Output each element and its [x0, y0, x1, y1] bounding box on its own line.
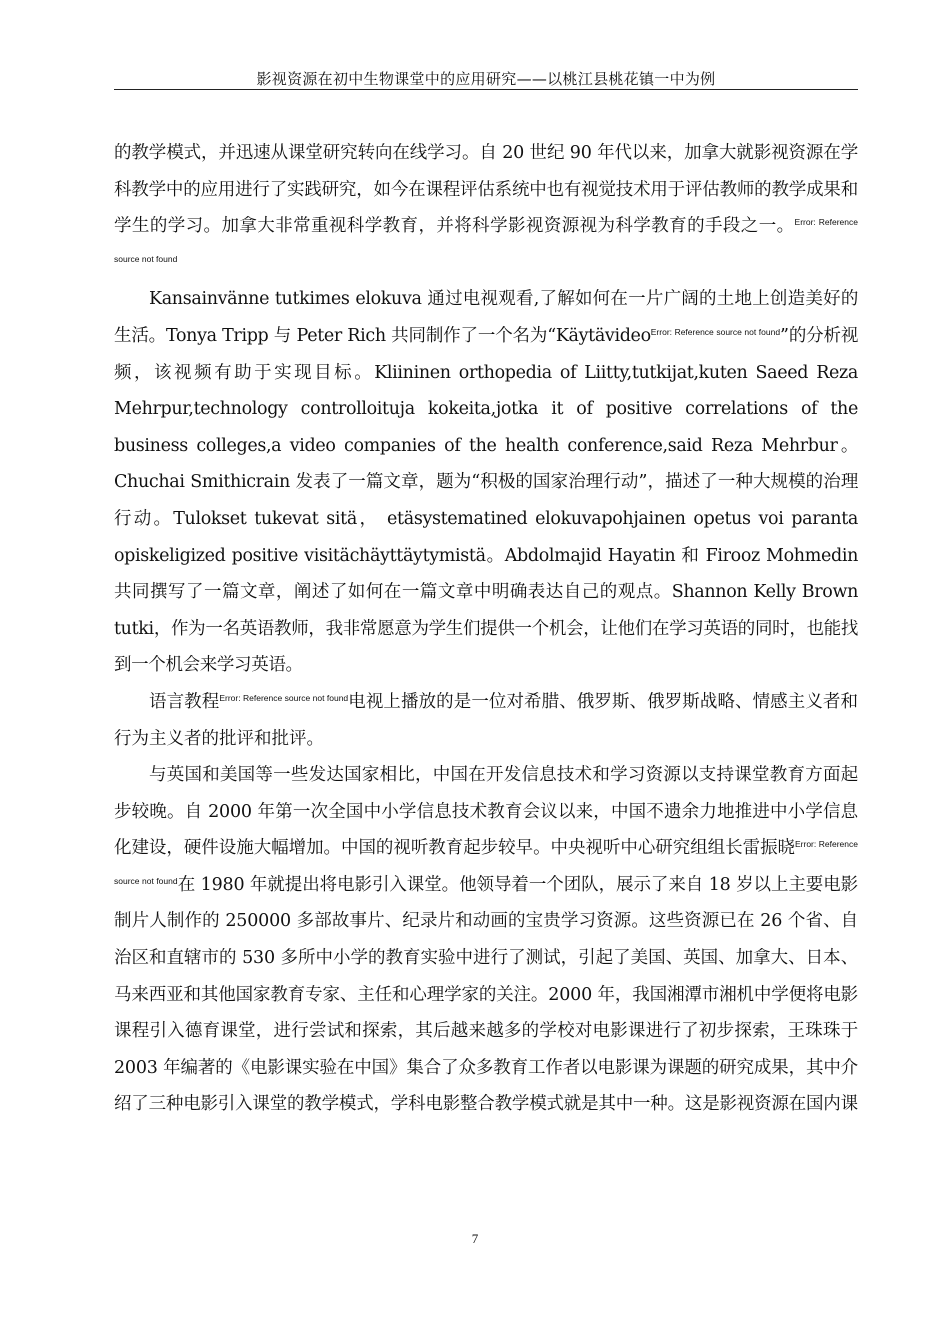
reference-error-2: Error: Reference source not found: [650, 326, 781, 337]
paragraph-3-text-a: 语言教程: [149, 691, 220, 712]
page-number: 7: [471, 1231, 479, 1246]
paragraph-4-text-a: 与英国和美国等一些发达国家相比，中国在开发信息技术和学习资源以支持课堂教育方面起步较晚。自 2000 年第一次全国中小学信息技术教育会议以来，中国不遗余力地推进中小学信息化建设，硬件设施大幅增加。中国的视听教育起步较早。中央视听中心研究组组长雷振晓: [114, 765, 858, 859]
paragraph-2-text-a: Kansainvänne tutkimes elokuva 通过电视观看,了解如何在一片广阔的土地上创造美好的生活。Tonya Tripp 与 Peter Rich 共同制作了一个名为“Käytävideo: [114, 289, 858, 346]
paragraph-1: [114, 135, 858, 281]
paragraph-3: [114, 684, 858, 757]
reference-error-4: Error: Reference source not found: [114, 839, 858, 886]
paragraph-4: [114, 757, 858, 1123]
document-body: [114, 135, 858, 1123]
running-header: 影视资源在初中生物课堂中的应用研究——以桃江县桃花镇一中为例: [256, 70, 716, 88]
reference-error-3: Error: Reference source not found: [219, 692, 349, 703]
paragraph-4-text-b: 在 1980 年就提出将电影引入课堂。他领导着一个团队，展示了来自 18 岁以上主要电影制片人制作的 250000 多部故事片、纪录片和动画的宝贵学习资源。这些资源已在 26 个省、自治区和直辖市的 530 多所中小学的教育实验中进行了测试，引起了美国、英国、加拿大、日本、马来西亚和其他国家教育专家、主任和心理学家的关注。2000 年，我国湘潭市湘机中学便将电影课程引入德育课堂，进行尝试和探索，其后越来越多的学校对电影课进行了初步探索，王珠珠于 2003 年编著的《电影课实验在中国》集合了众多教育工作者以电影课为课题的研究成果，其中介绍了三种电影引入课堂的教学模式，学科电影整合教学模式就是其中一种。这是影视资源在国内课: [114, 874, 858, 1115]
paragraph-2-text-b: ”的分析视频，该视频有助于实现目标。Kliininen orthopedia of Liitty,tutkijat,kuten Saeed Reza Mehrpur,technology controlloituja kokeita,jotka it of positive correlations of the business colleges,a video companies of the health conference,said Reza Mehrbur。Chuchai Smithicrain 发表了一篇文章，题为“积极的国家治理行动”，描述了一种大规模的治理行动。Tulokset tukevat sitä， etäsystematined elokuvapohjainen opetus voi paranta opiskeligized positive visitächäyttäytymistä。Abdolmajid Hayatin 和 Firooz Mohmedin 共同撰写了一篇文章，阐述了如何在一篇文章中明确表达自己的观点。Shannon Kelly Brown tutki，作为一名英语教师，我非常愿意为学生们提供一个机会，让他们在学习英语的同时，也能找到一个机会来学习英语。: [114, 325, 859, 676]
paragraph-2: [114, 281, 858, 684]
paragraph-3-text-b: 电视上播放的是一位对希腊、俄罗斯、俄罗斯战略、情感主义者和行为主义者的批评和批评。: [114, 691, 859, 749]
header-rule: [114, 89, 858, 90]
reference-error-1: Error: Reference source not found: [114, 217, 858, 264]
paragraph-1-text: 的教学模式，并迅速从课堂研究转向在线学习。自 20 世纪 90 年代以来，加拿大就影视资源在学科教学中的应用进行了实践研究，如今在课程评估系统中也有视觉技术用于评估教师的教学成果和学生的学习。加拿大非常重视科学教育，并将科学影视资源视为科学教育的手段之一。: [114, 143, 858, 237]
